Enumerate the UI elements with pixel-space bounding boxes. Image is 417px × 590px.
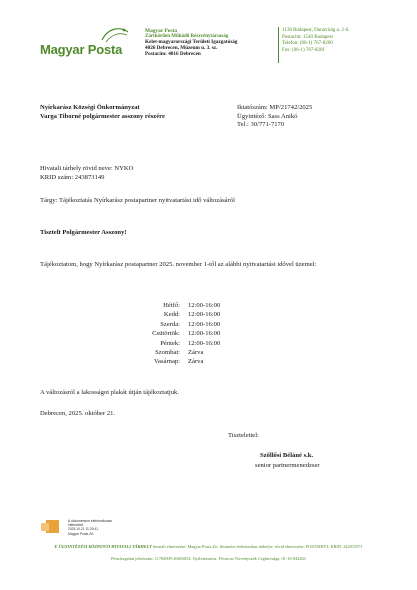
footer-line-1	[0, 544, 417, 549]
org-name: Magyar Posta	[145, 28, 178, 34]
hq-postbox: Postacím: 1540 Budapest	[282, 34, 333, 40]
tarhely-short-name: Hivatali tárhely rövid neve: NYKO	[40, 165, 134, 172]
hours-time: Zárva	[188, 358, 204, 366]
org-block	[145, 28, 285, 57]
hq-phone: Telefon: (06-1) 767-8200	[282, 41, 333, 47]
hours-time: 12:00-16:00	[188, 320, 221, 328]
hq-address: 1138 Budapest, Dunavirág u. 2-6.	[282, 28, 350, 33]
notice-paragraph: A változásról a lakosságot plakát útján tájékoztatjuk.	[40, 389, 179, 396]
signature-name: Szőllősi Béláné s.k.	[260, 452, 314, 459]
division-name: Kelet-magyarországi Területi Igazgatóság	[145, 39, 238, 45]
hours-time: 12:00-16:00	[188, 339, 221, 347]
hours-row	[132, 330, 220, 339]
logo-text: Magyar Posta	[40, 42, 123, 57]
date-line: Debrecen, 2025. október 21.	[40, 410, 116, 417]
regards-line: Tisztelettel:	[228, 432, 259, 439]
org-subtitle: Zártkörűen Működő Részvénytársaság	[145, 34, 229, 39]
ids-block	[40, 165, 133, 182]
reference-block	[237, 104, 312, 130]
hours-row	[132, 358, 220, 367]
officer-phone: Tel.: 30/771-7170	[237, 121, 285, 129]
hours-time: 12:00-16:00	[188, 311, 221, 319]
addressee-block	[40, 104, 165, 121]
hours-day: Szerda:	[160, 320, 180, 328]
hours-day: Péntek:	[160, 339, 180, 347]
hours-day: Hétfő:	[163, 302, 180, 309]
hours-time: 12:00-16:00	[188, 302, 221, 309]
stamp-text: A dokumentum elektronikusan hitelesített. 2025.10.21 11:29:41 Magyar Posta Zrt.	[68, 519, 113, 536]
magyar-posta-logo	[40, 24, 140, 64]
footer-details: hivatali elnevezése: Magyar Posta Zrt. hivatalos elektronikus tárhelye; rövid elnevezése: POSTAHIVI; KRID: 242915571	[151, 544, 363, 549]
hours-day: Vasárnap:	[154, 358, 180, 366]
hours-row	[132, 349, 220, 358]
hours-row	[132, 311, 220, 320]
hours-time: Zárva	[188, 348, 204, 356]
hours-row	[132, 302, 220, 311]
header-divider	[278, 27, 279, 63]
opening-hours-table	[132, 302, 220, 368]
addressee-line-2: Varga Tiborné polgármester asszony részére	[40, 112, 165, 120]
officer-name: Ügyintéző: Sass Anikó	[237, 112, 298, 120]
salutation: Tisztelt Polgármester Asszony!	[40, 229, 127, 236]
signature-title: senior partnermenedzser	[255, 462, 320, 469]
hours-row	[132, 340, 220, 349]
hq-fax: Fax: (06-1) 767-8201	[282, 47, 326, 53]
hours-row	[132, 321, 220, 330]
intro-paragraph: Tájékoztatom, hogy Nyírkarász postapartner 2025. november 1-től az alábbi nyitvatartási idővel üzemel:	[40, 261, 317, 268]
subject-line: Tárgy: Tájékoztatás Nyírkarász postapartner nyitvatartási idő változásáról	[40, 197, 235, 204]
hq-contact-block	[282, 28, 392, 54]
hours-day: Szombat:	[155, 348, 180, 356]
footer-label: E-ÜGYINTÉZÉSI KÖZPONTI HIVATALI TÁRHELY	[54, 544, 152, 549]
footer-line-2: Pénzforgalmi jelzőszám: 11784009-20603052; Nyilvántartva: Fővárosi Törvényszék Cégbírósága, 01-10-042463	[111, 556, 306, 561]
hours-day: Csütörtök:	[152, 330, 180, 338]
hours-time: 12:00-16:00	[188, 330, 221, 338]
division-postbox: Postacím: 4016 Debrecen	[145, 51, 201, 57]
krid-number: KRID szám: 243873149	[40, 173, 105, 181]
reference-number: Iktatószám: MP/21742/2025	[237, 104, 313, 111]
division-address: 4026 Debrecen, Múzeum u. 3. sz.	[145, 45, 218, 51]
e-seal-icon	[38, 519, 60, 534]
hours-day: Kedd:	[163, 311, 180, 319]
addressee-line-1: Nyírkarász Községi Önkormányzat	[40, 104, 140, 111]
